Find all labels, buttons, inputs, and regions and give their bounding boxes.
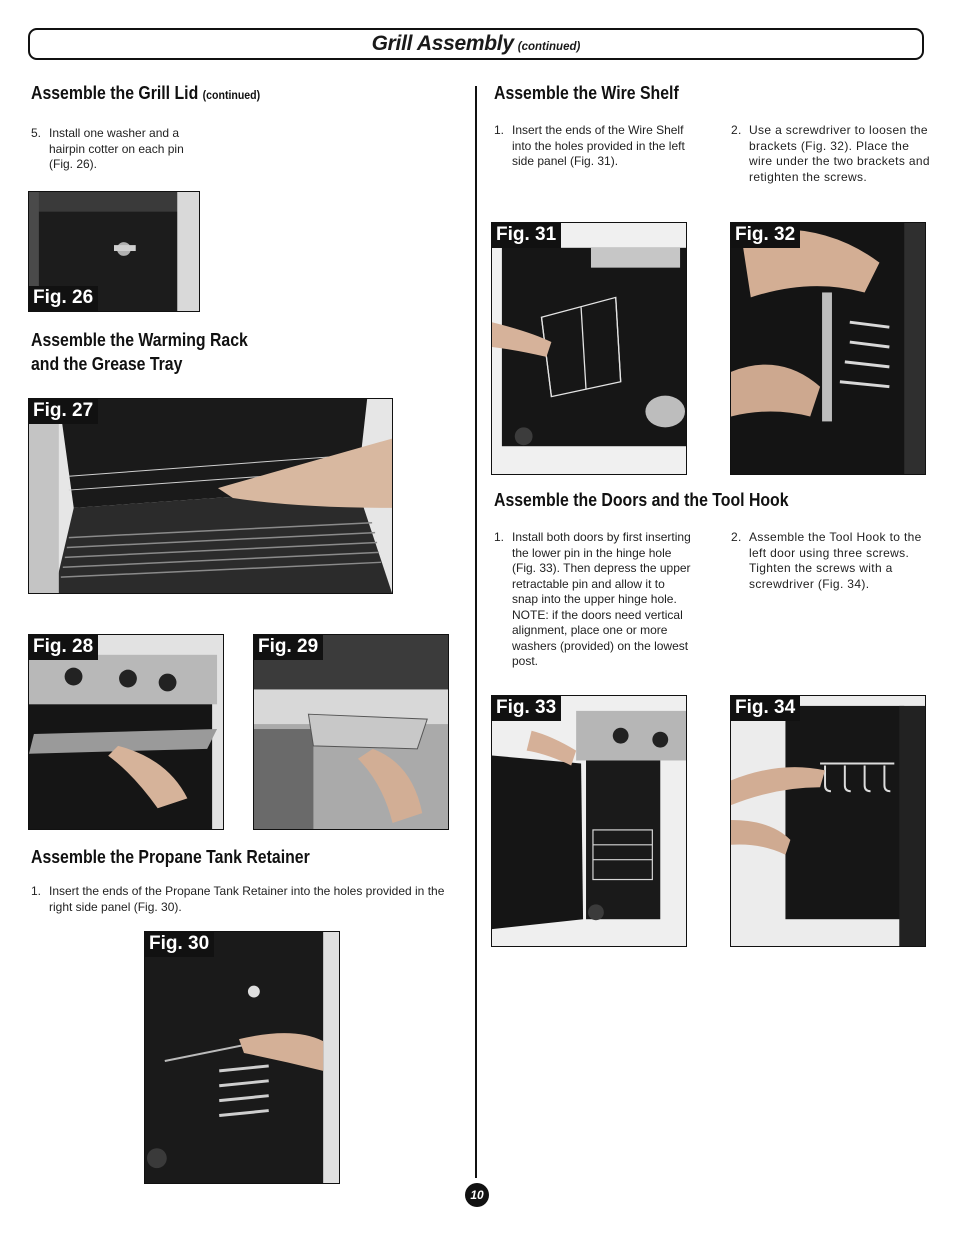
figure-26-label: Fig. 26 (29, 286, 98, 311)
figure-31-image (492, 223, 686, 474)
grill-lid-step-5: 5. Install one washer and a hairpin cotter on each pin (Fig. 26). (31, 126, 184, 171)
header-title: Grill Assembly (371, 32, 514, 55)
figure-31-label: Fig. 31 (492, 223, 561, 248)
figure-32-label: Fig. 32 (731, 223, 800, 248)
warming-rack-heading-line2: and the Grease Tray (31, 354, 183, 374)
doors-step-1: 1. Install both doors by first inserting the lower pin in the hinge hole (Fig. 33). Then depress the upper retractable pin and allow it to snap into the upper hinge hole. NOTE: if the doors need vertical alignment, place one or more washers (provided) on the lowest post. (494, 530, 691, 668)
figure-29 (253, 634, 449, 830)
doors-heading: Assemble the Doors and the Tool Hook (494, 490, 789, 510)
figure-29-image (254, 635, 448, 829)
wire-shelf-heading: Assemble the Wire Shelf (494, 83, 679, 103)
propane-heading: Assemble the Propane Tank Retainer (31, 847, 310, 867)
doors-step-2: 2. Assemble the Tool Hook to the left door using three screws. Tighten the screws with a screwdriver (Fig. 34). (731, 530, 922, 591)
wire-shelf-step-2: 2. Use a screwdriver to loosen the brackets (Fig. 32). Place the wire under the two brackets and retighten the screws. (731, 123, 930, 184)
figure-30 (144, 931, 340, 1184)
figure-27 (28, 398, 393, 594)
header-continued: (continued) (517, 41, 581, 53)
figure-27-image (29, 399, 392, 593)
figure-34-label: Fig. 34 (731, 696, 800, 721)
page-number: 10 (465, 1183, 489, 1207)
figure-31 (491, 222, 687, 475)
propane-step-1: 1. Insert the ends of the Propane Tank Retainer into the holes provided in the right side panel (Fig. 30). (31, 884, 445, 914)
figure-33-label: Fig. 33 (492, 696, 561, 721)
figure-34-image (731, 696, 925, 946)
figure-34 (730, 695, 926, 947)
figure-33 (491, 695, 687, 947)
column-divider (475, 86, 477, 1178)
grill-lid-heading: Assemble the Grill Lid (continued) (31, 83, 261, 103)
figure-32 (730, 222, 926, 475)
figure-30-label: Fig. 30 (145, 932, 214, 957)
figure-32-image (731, 223, 925, 474)
figure-26 (28, 191, 200, 312)
figure-30-image (145, 932, 339, 1183)
figure-33-image (492, 696, 686, 946)
figure-28-image (29, 635, 223, 829)
figure-27-label: Fig. 27 (29, 399, 98, 424)
page-header (28, 28, 924, 60)
figure-28-label: Fig. 28 (29, 635, 98, 660)
wire-shelf-step-1: 1. Insert the ends of the Wire Shelf into the holes provided in the left side panel (Fig. 31). (494, 123, 685, 168)
figure-29-label: Fig. 29 (254, 635, 323, 660)
figure-28 (28, 634, 224, 830)
grill-lid-heading-suffix: (continued) (202, 88, 261, 102)
warming-rack-heading-line1: Assemble the Warming Rack (31, 330, 248, 350)
